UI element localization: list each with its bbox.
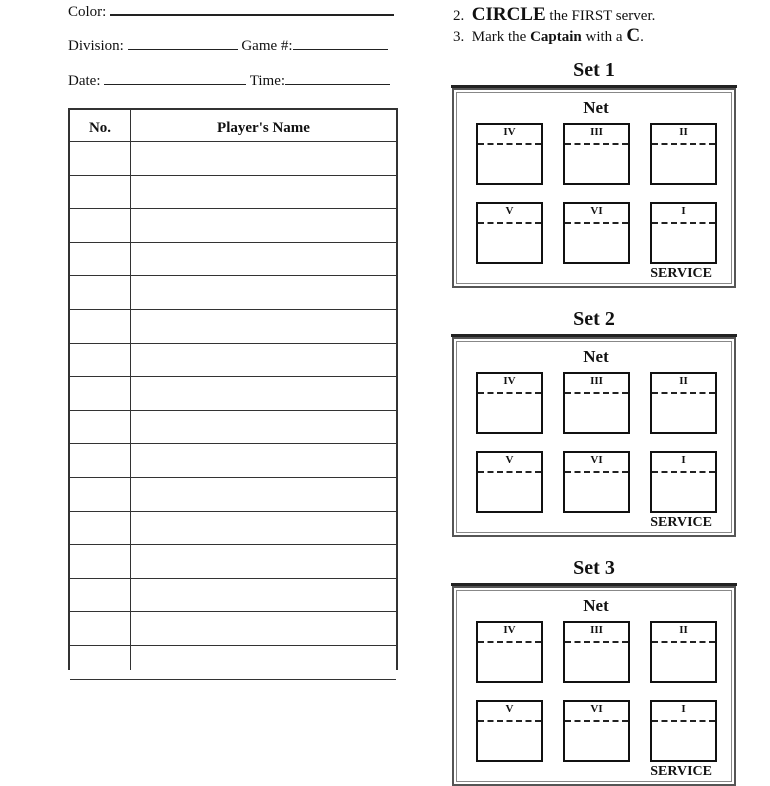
dashed-line bbox=[565, 143, 628, 145]
dashed-line bbox=[565, 392, 628, 394]
date-label: Date: bbox=[68, 73, 101, 89]
position-box[interactable] bbox=[563, 621, 630, 683]
table-row[interactable] bbox=[70, 177, 396, 209]
dashed-line bbox=[652, 471, 715, 473]
dashed-line bbox=[478, 143, 541, 145]
header-number: No. bbox=[88, 120, 112, 136]
position-box[interactable] bbox=[563, 700, 630, 762]
position-box[interactable] bbox=[650, 372, 717, 434]
table-row[interactable] bbox=[70, 614, 396, 646]
dashed-line bbox=[478, 641, 541, 643]
dashed-line bbox=[478, 222, 541, 224]
table-row[interactable] bbox=[70, 345, 396, 377]
date-time-field[interactable] bbox=[68, 72, 390, 90]
table-row[interactable] bbox=[70, 480, 396, 512]
position-label: II bbox=[679, 126, 688, 138]
dashed-line bbox=[478, 392, 541, 394]
table-row[interactable] bbox=[70, 547, 396, 579]
position-box[interactable] bbox=[476, 123, 543, 185]
position-box[interactable] bbox=[476, 451, 543, 513]
table-row[interactable] bbox=[70, 580, 396, 612]
position-box[interactable] bbox=[476, 202, 543, 264]
position-box[interactable] bbox=[563, 451, 630, 513]
position-label: V bbox=[505, 454, 514, 466]
table-row[interactable] bbox=[70, 144, 396, 176]
set-title: Set 2 bbox=[573, 308, 615, 330]
table-row[interactable] bbox=[70, 312, 396, 344]
position-label: VI bbox=[590, 703, 603, 715]
position-label: IV bbox=[503, 126, 516, 138]
dashed-line bbox=[652, 222, 715, 224]
table-row[interactable] bbox=[70, 278, 396, 310]
position-box[interactable] bbox=[476, 621, 543, 683]
set-title: Set 3 bbox=[573, 557, 615, 579]
service-label: SERVICE bbox=[650, 515, 712, 530]
position-label: IV bbox=[503, 375, 516, 387]
position-box[interactable] bbox=[650, 451, 717, 513]
position-box[interactable] bbox=[563, 123, 630, 185]
position-label: II bbox=[679, 624, 688, 636]
position-label: V bbox=[505, 205, 514, 217]
table-row[interactable] bbox=[70, 446, 396, 478]
dashed-line bbox=[478, 471, 541, 473]
position-label: V bbox=[505, 703, 514, 715]
position-label: IV bbox=[503, 624, 516, 636]
service-label: SERVICE bbox=[650, 764, 712, 779]
player-table bbox=[68, 108, 398, 670]
service-label: SERVICE bbox=[650, 266, 712, 281]
dashed-line bbox=[652, 392, 715, 394]
position-box[interactable] bbox=[476, 372, 543, 434]
position-label: II bbox=[679, 375, 688, 387]
position-box[interactable] bbox=[650, 202, 717, 264]
position-box[interactable] bbox=[650, 621, 717, 683]
position-label: III bbox=[590, 375, 603, 387]
table-row[interactable] bbox=[70, 412, 396, 444]
dashed-line bbox=[652, 720, 715, 722]
position-box[interactable] bbox=[563, 202, 630, 264]
dashed-line bbox=[565, 471, 628, 473]
dashed-line bbox=[565, 641, 628, 643]
position-box[interactable] bbox=[650, 700, 717, 762]
position-box[interactable] bbox=[650, 123, 717, 185]
game-label: Game #: bbox=[241, 38, 293, 54]
dashed-line bbox=[478, 720, 541, 722]
dashed-line bbox=[652, 641, 715, 643]
dashed-line bbox=[565, 720, 628, 722]
table-row[interactable] bbox=[70, 648, 396, 680]
instruction-3: 3. Mark the Captain with a C. bbox=[453, 25, 644, 46]
position-box[interactable] bbox=[476, 700, 543, 762]
position-label: III bbox=[590, 624, 603, 636]
net-label: Net bbox=[583, 347, 609, 366]
position-label: VI bbox=[590, 454, 603, 466]
net-label: Net bbox=[583, 596, 609, 615]
net-label: Net bbox=[583, 98, 609, 117]
table-row[interactable] bbox=[70, 211, 396, 243]
table-row[interactable] bbox=[70, 513, 396, 545]
division-game-field[interactable] bbox=[68, 37, 388, 55]
instruction-2: 2. CIRCLE the FIRST server. bbox=[453, 4, 656, 25]
header-row bbox=[70, 110, 396, 142]
position-label: VI bbox=[590, 205, 603, 217]
court-diagram bbox=[452, 337, 736, 537]
color-field[interactable] bbox=[68, 2, 394, 21]
court-diagram bbox=[452, 88, 736, 288]
position-box[interactable] bbox=[563, 372, 630, 434]
set-title: Set 1 bbox=[573, 59, 615, 81]
division-label: Division: bbox=[68, 38, 124, 54]
dashed-line bbox=[652, 143, 715, 145]
color-label: Color: bbox=[68, 4, 107, 20]
table-row[interactable] bbox=[70, 244, 396, 276]
position-label: I bbox=[681, 703, 686, 715]
time-label: Time: bbox=[249, 73, 286, 89]
dashed-line bbox=[565, 222, 628, 224]
header-player-name: Player's Name bbox=[217, 120, 310, 136]
position-label: III bbox=[590, 126, 603, 138]
court-diagram bbox=[452, 586, 736, 786]
position-label: I bbox=[681, 454, 686, 466]
position-label: I bbox=[681, 205, 686, 217]
table-row[interactable] bbox=[70, 379, 396, 411]
